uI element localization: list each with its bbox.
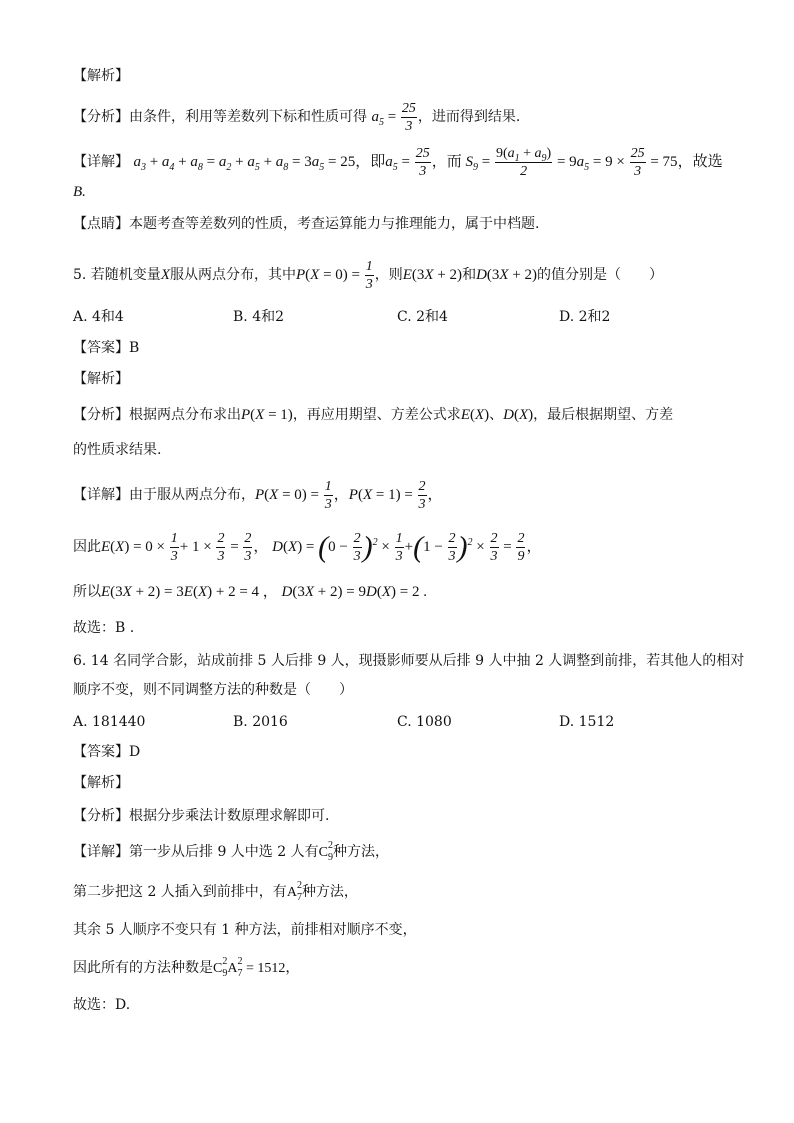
q4-dianjing-text: 本题考查等差数列的性质，考查运算能力与推理能力，属于中档题. <box>129 216 540 232</box>
q6-step1-a: 第一步从后排 9 人中选 2 人有 <box>129 844 319 860</box>
q5-fenxi-b: ，再应用期望、方差公式求 <box>292 407 461 423</box>
q6-answer-line <box>73 742 140 762</box>
q5-answer-line <box>73 338 139 358</box>
q6-fenxi-tag: 【分析】 <box>73 808 129 824</box>
q5-option-c[interactable]: C. 2和4 <box>397 309 448 325</box>
q6-stem-line1: 6. 14 名同学合影，站成前排 5 人后排 9 人，现摄影师要从后排 9 人中抽 2 人调整到前排，若其他人的相对 <box>73 653 745 669</box>
q6-step4-b: ， <box>285 960 300 976</box>
q5-fenxi-line2: 的性质求结果. <box>73 442 162 458</box>
q6-fenxi-line <box>73 806 329 826</box>
q6-option-b[interactable]: B. 2016 <box>233 714 288 730</box>
q6-option-a[interactable]: A. 181440 <box>73 714 146 730</box>
q5-final-calc: E(3X + 2) = 3E(X) + 2 = 4 ， D(3X + 2) = 9D(X) = 2 . <box>101 584 427 600</box>
q4-xiangjie-end: B. <box>73 184 86 200</box>
q5-fenxi-a: 根据两点分布求出 <box>129 407 241 423</box>
q6-step4-a: 因此所有的方法种数是 <box>73 960 213 976</box>
q5-xiangjie-tag: 【详解】 <box>73 486 129 503</box>
q4-xiangjie-line <box>73 145 723 180</box>
q6-guxuan: 故选：D. <box>73 997 131 1013</box>
q6-c92: $C^2_9$ <box>318 840 333 863</box>
q5-guxuan: 故选：B . <box>73 620 135 636</box>
q6-jiexi-tag: 【解析】 <box>73 775 129 791</box>
q6-a72: $A^2_7$ <box>286 880 302 903</box>
q5-fenxi-ex: E(X) <box>460 407 490 423</box>
q6-answer-tag: 【答案】 <box>73 744 129 760</box>
q5-stem-b: 服从两点分布，其中 <box>169 266 296 283</box>
q5-yinci: 因此 <box>73 538 101 555</box>
q4-dianjing-tag: 【点睛】 <box>73 216 129 232</box>
q6-step2-a: 第二步把这 2 人插入到前排中，有 <box>73 884 287 900</box>
q5-jiexi-tag: 【解析】 <box>73 371 129 387</box>
q6-step4-eq: = 1512 <box>245 961 286 976</box>
q5-ex-calc: E(X) = 0 × $\frac{1}{3}$ + 1 × $\frac{2}{3}$ = $\frac{2}{3}$ ， D(X) = (0 − $\frac{2}{3}$ )$^2$ × $\frac{1}{3}$ +(1 − $\frac{2}{3}$ )$^2$ × $\frac{2}{3}$ = $\frac{2}{9}$ ， <box>101 530 542 564</box>
q4-dianjing-line <box>73 214 539 234</box>
q5-fenxi-px1: P(X = 1) <box>241 407 293 423</box>
q6-option-c[interactable]: C. 1080 <box>397 714 452 730</box>
q6-c92a72: $C^2_9A^2_7$ <box>213 956 243 979</box>
q6-fenxi: 根据分步乘法计数原理求解即可. <box>129 808 330 824</box>
q5-option-b[interactable]: B. 4和2 <box>233 309 285 325</box>
q5-xiangjie-line <box>73 478 443 513</box>
q5-stem-a: 5. 若随机变量 <box>73 266 161 283</box>
q4-jiexi-tag: 【解析】 <box>73 68 129 84</box>
q5-answer: B <box>129 340 140 356</box>
q6-stem-line2: 顺序不变，则不同调整方法的种数是（ ） <box>73 682 353 698</box>
q4-fenxi-text-a: 由条件，利用等差数列下标和性质可得 <box>129 108 367 125</box>
q5-stem <box>73 258 663 293</box>
q5-fenxi-dx: D(X) <box>503 407 534 423</box>
q6-step1-line <box>73 842 389 863</box>
q4-fenxi-tag: 【分析】 <box>73 108 129 125</box>
q5-answer-tag: 【答案】 <box>73 340 129 356</box>
q4-xiangjie-eq: $a_3 + a_4 + a_8 = a_2 + a_5 + a_8 = 3a_5 = 25$，即$a_5$ = $\frac{25}{3}$ ，而 $S_9$ = $\frac{9(a_1 + a_9)}{2}$ = $9a_5 = 9$ × $\frac{25}{3}$ = 75，故选 <box>133 146 723 179</box>
q5-dx-expr: D(3X + 2) <box>476 266 538 283</box>
q6-answer: D <box>129 744 141 760</box>
q5-option-a[interactable]: A. 4和4 <box>73 309 124 325</box>
q4-fenxi-text-b: ，进而得到结果. <box>417 108 521 125</box>
q6-step1-b: 种方法， <box>332 844 389 860</box>
q5-yinci-line <box>73 530 541 565</box>
q5-p0: P(X = 0) = $\frac{1}{3}$ ，P(X = 1) = $\frac{2}{3}$ ， <box>255 479 443 512</box>
q6-step2-b: 种方法， <box>301 884 358 900</box>
q5-ex-expr: E(3X + 2) <box>402 266 463 283</box>
q4-fenxi-line <box>73 100 520 135</box>
q5-fenxi-d: ，最后根据期望、方差 <box>533 407 674 423</box>
q5-suoyi: 所以 <box>73 584 101 600</box>
q5-xiangjie-a: 由于服从两点分布， <box>129 486 255 503</box>
q6-step3: 其余 5 人顺序不变只有 1 种方法，前排相对顺序不变， <box>73 922 417 938</box>
var-x: X <box>160 266 170 283</box>
q4-xiangjie-tag: 【详解】 <box>73 153 129 170</box>
q5-fenxi-line <box>73 405 673 425</box>
q6-step2-line <box>73 882 358 903</box>
q5-suoyi-line <box>73 582 427 602</box>
q5-option-d[interactable]: D. 2和2 <box>559 309 611 325</box>
q5-fenxi-c: 、 <box>489 407 504 423</box>
q6-xiangjie-tag: 【详解】 <box>73 844 129 860</box>
q6-option-d[interactable]: D. 1512 <box>559 714 615 730</box>
q5-stem-d: 和 <box>462 266 477 283</box>
q5-fenxi-tag: 【分析】 <box>73 407 129 423</box>
q5-prob-expr: P(X = 0) = $\frac{1}{3}$ <box>295 259 373 292</box>
q4-fenxi-eq: $a_5$ = $\frac{25}{3}$ <box>371 101 416 134</box>
q6-step4-line <box>73 958 299 979</box>
q5-stem-c: ，则 <box>374 266 403 283</box>
q5-stem-e: 的值分别是（ ） <box>537 266 664 283</box>
